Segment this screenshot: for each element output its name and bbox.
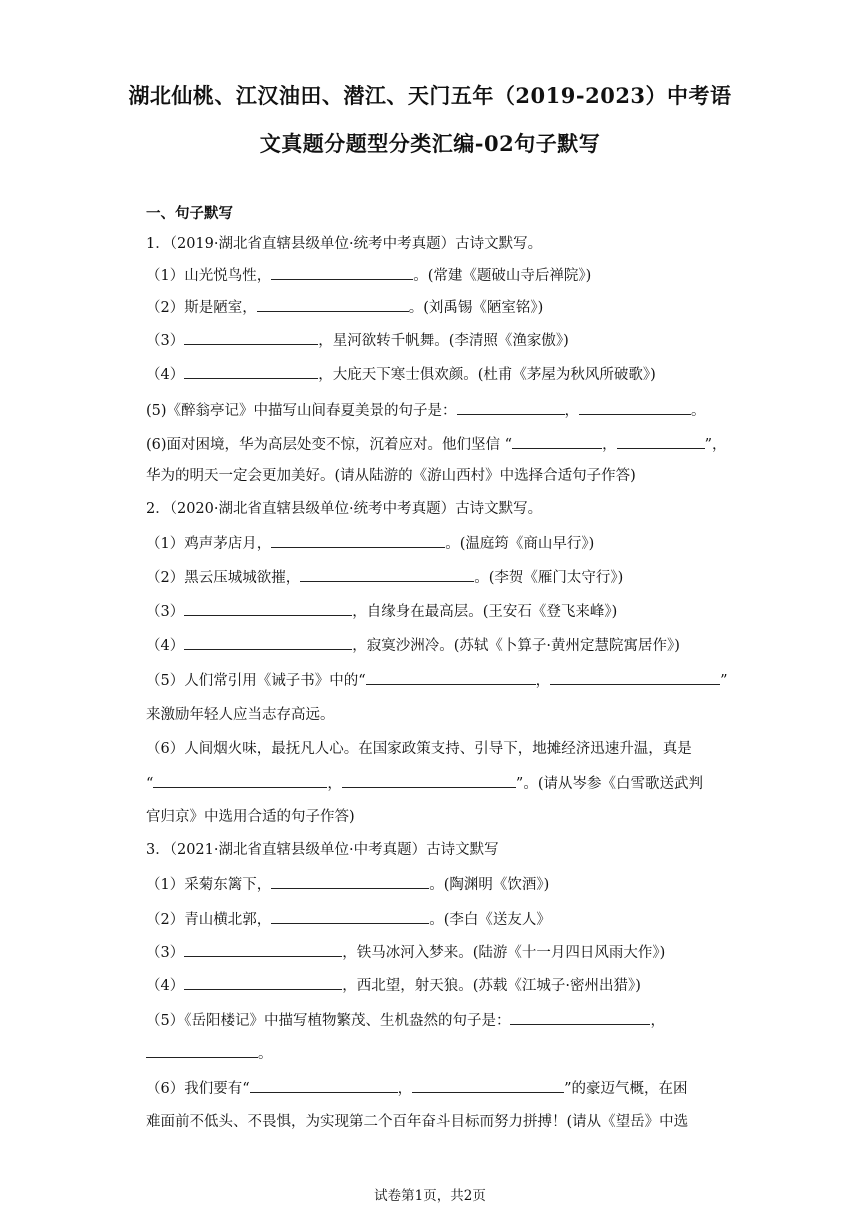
question-2-item-5: （5）人们常引用《诫子书》中的“ ， ”	[146, 670, 716, 691]
answer-blank[interactable]	[412, 1078, 564, 1093]
question-2-item-6-cont: “ ， ”。(请从岑参《白雪歌送武判	[146, 773, 716, 794]
question-1-item-1: （1）山光悦鸟性， 。(常建《题破山寺后禅院》)	[146, 265, 716, 286]
answer-blank[interactable]	[184, 635, 352, 650]
answer-blank[interactable]	[184, 330, 318, 345]
title-line-2: 文真题分题型分类汇编-02句子默写	[259, 131, 601, 156]
question-3-item-5: （5）《岳阳楼记》中描写植物繁茂、生机盎然的句子是： ，	[146, 1010, 716, 1031]
answer-blank[interactable]	[146, 1043, 258, 1058]
answer-blank[interactable]	[271, 874, 429, 889]
question-1-item-4: （4） ，大庇天下寒士俱欢颜。(杜甫《茅屋为秋风所破歌》)	[146, 364, 716, 385]
question-3-item-3: （3） ，铁马冰河入梦来。(陆游《十一月四日风雨大作》)	[146, 942, 716, 963]
answer-blank[interactable]	[271, 265, 413, 280]
question-3-item-2: （2）青山横北郭， 。(李白《送友人》	[146, 909, 716, 930]
title-line-1: 湖北仙桃、江汉油田、潜江、天门五年（2019-2023）中考语	[128, 83, 732, 108]
document-title	[120, 72, 740, 168]
question-2-item-2: （2）黑云压城城欲摧， 。(李贺《雁门太守行》)	[146, 567, 716, 588]
answer-blank[interactable]	[250, 1078, 398, 1093]
answer-blank[interactable]	[579, 400, 691, 415]
answer-blank[interactable]	[153, 773, 327, 788]
answer-blank[interactable]	[271, 533, 445, 548]
answer-blank[interactable]	[184, 601, 352, 616]
question-1-item-6-cont: 华为的明天一定会更加美好。(请从陆游的《游山西村》中选择合适句子作答)	[146, 468, 636, 484]
answer-blank[interactable]	[550, 670, 720, 685]
answer-blank[interactable]	[271, 909, 429, 924]
question-1-item-5: (5)《醉翁亭记》中描写山间春夏美景的句子是： ， 。	[146, 400, 716, 421]
answer-blank[interactable]	[617, 434, 705, 449]
answer-blank[interactable]	[257, 297, 409, 312]
question-2-header: 2．（2020·湖北省直辖县级单位·统考中考真题）古诗文默写。	[146, 501, 543, 517]
answer-blank[interactable]	[184, 942, 342, 957]
question-2-item-1: （1）鸡声茅店月， 。(温庭筠《商山早行》)	[146, 533, 716, 554]
question-1-item-2: （2）斯是陋室， 。(刘禹锡《陋室铭》)	[146, 297, 716, 318]
question-3-item-6: （6）我们要有“ ， ”的豪迈气概，在困	[146, 1078, 716, 1099]
question-2-item-6-cont-2: 官归京》中选用合适的句子作答)	[146, 809, 355, 825]
question-1-item-6: (6)面对困境，华为高层处变不惊，沉着应对。他们坚信 “ ， ”，	[146, 434, 716, 455]
question-3-item-1: （1）采菊东篱下， 。(陶渊明《饮酒》)	[146, 874, 716, 895]
question-2-item-3: （3） ，自缘身在最高层。(王安石《登飞来峰》)	[146, 601, 716, 622]
question-2-item-4: （4） ，寂寞沙洲冷。(苏轼《卜算子·黄州定慧院寓居作》)	[146, 635, 716, 656]
answer-blank[interactable]	[184, 975, 342, 990]
question-3-item-6-cont: 难面前不低头、不畏惧，为实现第二个百年奋斗目标而努力拼搏！(请从《望岳》中选	[146, 1114, 689, 1130]
answer-blank[interactable]	[184, 364, 318, 379]
answer-blank[interactable]	[366, 670, 536, 685]
answer-blank[interactable]	[457, 400, 565, 415]
question-3-item-4: （4） ，西北望，射天狼。(苏载《江城子·密州出猎》)	[146, 975, 716, 996]
page-footer: 试卷第1页，共2页	[374, 1188, 486, 1204]
answer-blank[interactable]	[510, 1010, 650, 1025]
question-2-item-5-cont: 来激励年轻人应当志存高远。	[146, 707, 335, 723]
question-3-header: 3．（2021·湖北省直辖县级单位·中考真题）古诗文默写	[146, 842, 499, 858]
question-3-item-5-cont: 。	[146, 1043, 716, 1064]
question-1-item-3: （3） ，星河欲转千帆舞。(李清照《渔家傲》)	[146, 330, 716, 351]
question-1-header: 1．（2019·湖北省直辖县级单位·统考中考真题）古诗文默写。	[146, 236, 543, 252]
answer-blank[interactable]	[300, 567, 474, 582]
question-2-item-6: （6）人间烟火味，最抚凡人心。在国家政策支持、引导下，地摊经济迅速升温，真是	[146, 741, 692, 757]
section-heading: 一、句子默写	[146, 205, 233, 222]
answer-blank[interactable]	[342, 773, 516, 788]
answer-blank[interactable]	[512, 434, 602, 449]
